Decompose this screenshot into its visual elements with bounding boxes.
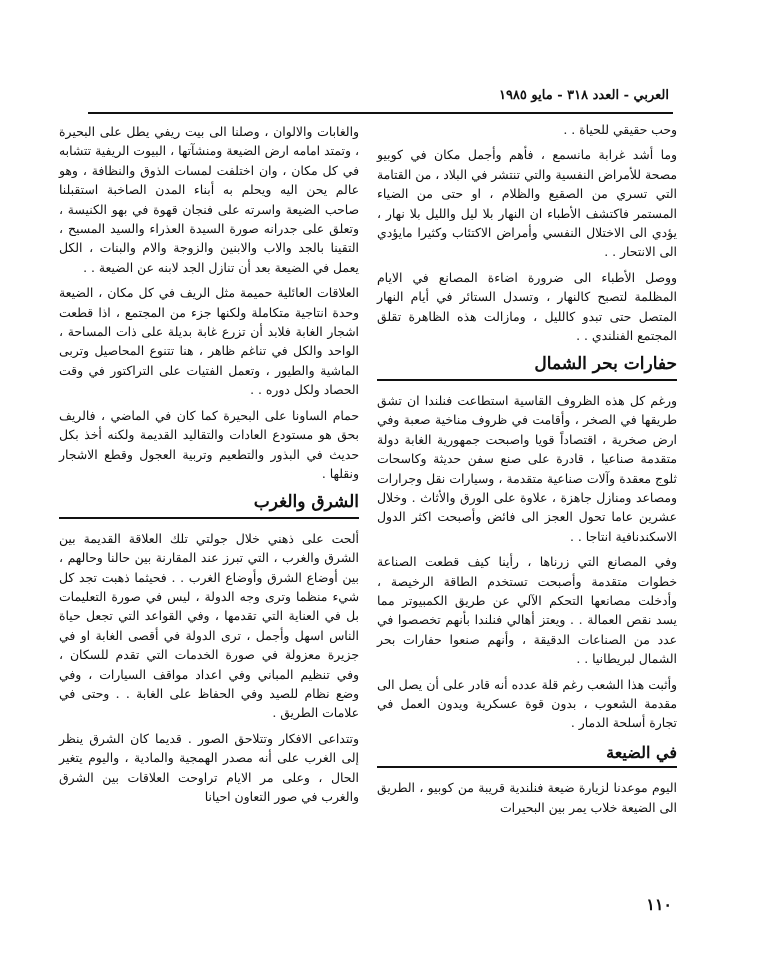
paragraph: العلاقات العائلية حميمة مثل الريف في كل مكان ، الضيعة وحدة انتاجية متكاملة ولكنها جزء من المجتمع ، اذا قطعت اشجار الغابة فلابد أن تزرع غابة بديلة على ذات المساحة ، الواحد والكل في تناغم ظاهر ، هنا تتنوع المحاصيل وتربى الماشية والطيور ، وتعمل الفتيات على التراكتور في وقت الحصاد ولكل دوره . . <box>59 285 359 398</box>
paragraph: والغابات والالوان ، وصلنا الى بيت ريفي يطل على البحيرة ، وتمتد امامه ارض الضيعة ومنشآتها ، البيوت الريفية تتشابه في كل مكان ، وان اختلفت لمسات الذوق والنظافة ، وهو عالم يحن اليه ويحلم به أبناء المدن الصاخبة استقبلنا صاحب الضيعة واسرته على فنجان قهوة في بهو الكنيسة ، وتعلق على جدرانه صورة السيدة العذراء والسيد المسيح ، التقينا بالجد والاب والابنين والزوجة والام والبنات ، الكل يعمل في الضيعة بعد أن تنازل الجد لابنه عن الضيعة . . <box>59 124 359 275</box>
paragraph: وحب حقيقي للحياة . . <box>563 122 677 137</box>
paragraph: ورغم كل هذه الظروف القاسية استطاعت فنلندا ان تشق طريقها في الصخر ، وأقامت في ظروف مناخية صعبة وفي ارض صخرية ، اقتصاداً قويا واصبحت جمهورية الغابة دولة متقدمة صناعيا ، قادرة على صنع سفن حديثة وكاسحات ثلوج معقدة وآلات صناعية متقدمة ، وسيارات نقل وجرارات ومصاعد ومنازل جاهزة ، علاوة على الورق والأثاث . وخلال عشرين عاما تحول العجز الى فائض وأصبحت اكثر الدول الاسكندنافية انتاجا . . <box>377 392 677 544</box>
section-heading-north-sea: حفارات بحر الشمال <box>377 355 677 380</box>
paragraph: وتتداعى الافكار وتتلاحق الصور . قديما كان الشرق ينظر إلى الغرب على أنه مصدر الهمجية والمادية ، واليوم يتغير الحال ، وعلى مر الايام تراوحت العلاقات بين الشرق والغرب في صور التعاون احيانا <box>59 730 359 804</box>
paragraph: ألحت على ذهني خلال جولتي تلك العلاقة القديمة بين الشرق والغرب ، التي تبرز عند المقارنة بين حالنا وحالهم ، بين أوضاع الشرق وأوضاع الغرب . . فحيثما ذهبت تجد كل شيء منظما وترى وجه الدولة ، ليس في صورة التعليمات بل في العناية التي تقدمها ، وفي القواعد التي تجعل حياة الناس اسهل وأجمل ، ترى الدولة في أقصى الغابة او في جزيرة معزولة في صورة الخدمات التي تقدم للسكان ، وفي تنظيم المباني وفي اعداد مواقف السيارات ، وفي وضع نظام للصيد وفي الحفاظ على الغابة . . وحتى في علامات الطريق . <box>59 530 359 721</box>
paragraph: وفي المصانع التي زرناها ، رأينا كيف قطعت الصناعة خطوات متقدمة وأصبحت تستخدم الطاقة الرخيصة ، وأدخلت مصانعها التحكم الآلي عن طريق الكمبيوتر مما يسد نقص العمالة . . ويعتز أهالي فنلندا بأنهم تخصصوا في عدد من الصناعات الدقيقة ، وأنهم صنعوا حفارات بحر الشمال لبريطانيا . . <box>377 554 677 667</box>
paragraph: وأثبت هذا الشعب رغم قلة عدده أنه قادر على أن يصل الى مقدمة الشعوب ، بدون قوة عسكرية ويدون العمل في تجارة أسلحة الدمار . <box>377 676 677 731</box>
paragraph: حمام الساونا على البحيرة كما كان في الماضي ، فالريف بحق هو مستودع العادات والتقاليد القديمة ولكنه أخذ بكل حديث في البذور والتطعيم وتربية العجول وقطع الاشجار ونقلها . <box>59 407 359 481</box>
paragraph: ووصل الأطباء الى ضرورة اضاءة المصانع في الايام المظلمة لتصبح كالنهار ، وتسدل الستائر في أيام النهار المتصل حتى تبدو كالليل ، ومازالت هذه الظاهرة تقلق المجتمع الفنلندي . . <box>377 269 677 344</box>
running-header: العربي - العدد ٣١٨ - مايو ١٩٨٥ <box>498 88 669 103</box>
paragraph: وما أشد غرابة مانسمع ، فأهم وأجمل مكان في كوبيو مصحة للأمراض النفسية والتي تنتشر في البلاد ، من القتامة التي تسري من الصقيع والظلام ، او حتى من الضياء المستمر فاكتشف الأطباء ان النهار بلا ليل والليل بلا نهار ، يؤدي الى الاختلال النفسي وأمراض الاكتئاب وكثيرا مايؤدي الى الانتحار . . <box>377 147 677 260</box>
page-number: ١١٠ <box>646 895 672 914</box>
right-column <box>377 120 677 823</box>
section-heading-east-west: الشرق والغرب <box>59 493 359 518</box>
header-rule <box>88 112 673 114</box>
paragraph: اليوم موعدنا لزيارة ضيعة فنلندية قريبة من كوبيو ، الطريق الى الضيعة خلاب يمر بين البحيرات <box>377 780 677 815</box>
left-column <box>59 122 359 812</box>
section-heading-farm: في الضيعة <box>377 743 677 768</box>
